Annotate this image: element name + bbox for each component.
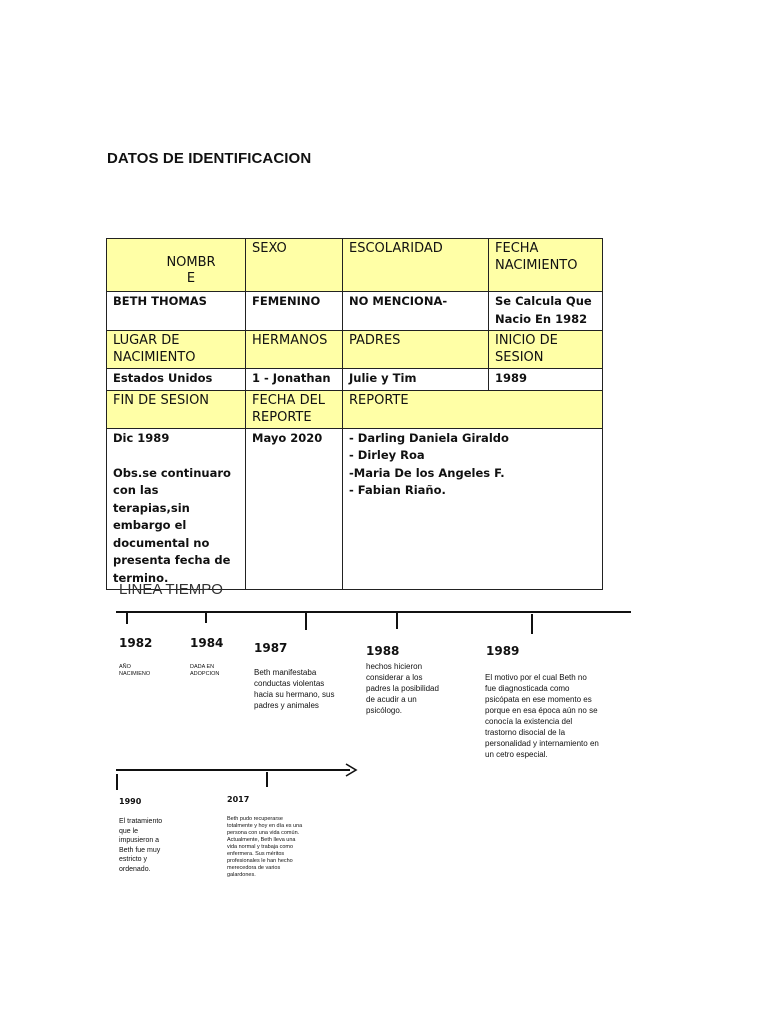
timeline-title: LINEA TIEMPO: [119, 581, 223, 598]
header-reporte: REPORTE: [343, 390, 603, 428]
header-padres: PADRES: [343, 331, 489, 369]
event-text: Beth pudo recuperarse totalmente y hoy en día es una persona con una vida común. Actualmente, Beth lleva una vida normal y trabaja como enfermera. Sus méritos profesionales le han hecho merecedora de varios galardones.: [227, 816, 303, 878]
timeline-tick: [305, 611, 307, 630]
header-fin-sesion: FIN DE SESION: [107, 390, 246, 428]
header-lugar: LUGAR DE NACIMIENTO: [107, 331, 246, 369]
cell-fecha-nacimiento: Se Calcula Que Nacio En 1982: [489, 292, 603, 331]
header-sexo: SEXO: [246, 239, 343, 292]
cell-lugar: Estados Unidos: [107, 369, 246, 391]
table-row: [107, 239, 603, 292]
cell-inicio: 1989: [489, 369, 603, 391]
event-text: DADA EN ADOPCION: [190, 664, 220, 677]
event-text: AÑO NACIMIENO: [119, 664, 151, 677]
timeline-tick: [531, 614, 533, 634]
event-year: 1984: [190, 636, 224, 650]
page-title: DATOS DE IDENTIFICACION: [107, 150, 312, 167]
timeline-tick: [126, 611, 128, 624]
timeline-tick: [266, 772, 268, 787]
event-year: 1989: [486, 644, 520, 658]
table-row: [107, 331, 603, 369]
event-year: 2017: [227, 795, 250, 804]
timeline-axis: [116, 611, 631, 613]
event-text: El tratamiento que le impusieron a Beth fue muy estricto y ordenado.: [119, 818, 163, 873]
event-text: Beth manifestaba conductas violentas hacia su hermano, sus padres y animales: [254, 668, 335, 710]
identification-table: [106, 238, 603, 590]
cell-padres: Julie y Tim: [343, 369, 489, 391]
event-year: 1990: [119, 797, 142, 806]
event-text: El motivo por el cual Beth no fue diagnosticada como psicópata en ese momento es porque en esa época aún no se conocía la existencia del trastorno disocial de la personalidad y internamiento en un cetro especial.: [485, 673, 599, 759]
header-inicio: INICIO DE SESION: [489, 331, 603, 369]
event-text: hechos hicieron considerar a los padres la posibilidad de acudir a un psicólogo.: [366, 662, 439, 715]
table-row: [107, 390, 603, 428]
header-fecha-reporte: FECHA DEL REPORTE: [246, 390, 343, 428]
event-year: 1987: [254, 641, 288, 655]
timeline-tick: [205, 611, 207, 623]
cell-nombre: BETH THOMAS: [107, 292, 246, 331]
table-row: [107, 428, 603, 590]
header-nombre: NOMBR E: [107, 239, 246, 292]
event-year: 1982: [119, 636, 153, 650]
event-year: 1988: [366, 644, 400, 658]
header-escolaridad: ESCOLARIDAD: [343, 239, 489, 292]
cell-escolaridad: NO MENCIONA-: [343, 292, 489, 331]
timeline-tick: [116, 774, 118, 790]
cell-sexo: FEMENINO: [246, 292, 343, 331]
cell-reporte: - Darling Daniela Giraldo - Dirley Roa -Maria De los Angeles F. - Fabian Riaño.: [343, 428, 603, 590]
timeline-tick: [396, 611, 398, 629]
header-fecha-nacimiento: FECHA NACIMIENTO: [489, 239, 603, 292]
cell-fecha-reporte: Mayo 2020: [246, 428, 343, 590]
header-hermanos: HERMANOS: [246, 331, 343, 369]
timeline-arrow-line: [116, 769, 350, 771]
arrow-head-icon: [344, 763, 358, 777]
cell-fin-sesion: Dic 1989 Obs.se continuaro con las terapias,sin embargo el documental no presenta fecha de termino.: [107, 428, 246, 590]
table-row: [107, 369, 603, 391]
table-row: [107, 292, 603, 331]
cell-hermanos: 1 - Jonathan: [246, 369, 343, 391]
